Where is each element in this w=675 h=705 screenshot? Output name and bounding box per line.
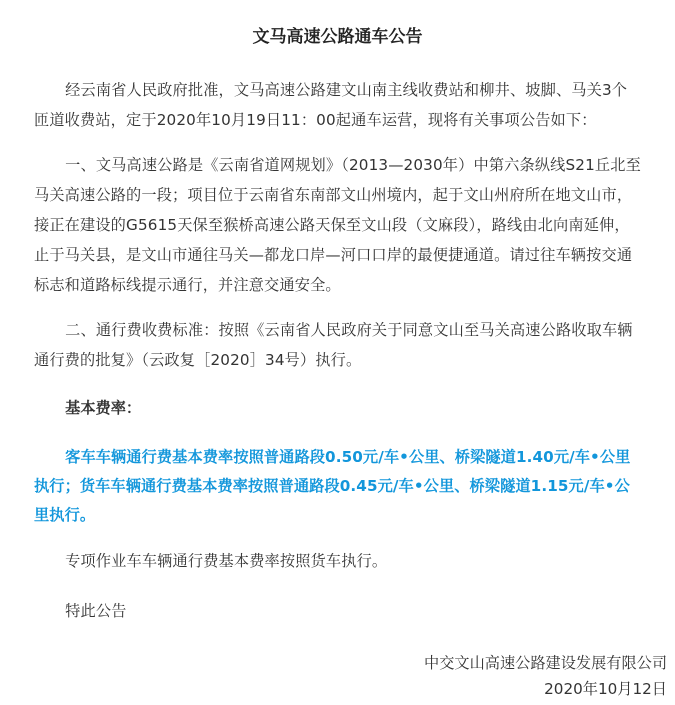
section-two-paragraph: 二、通行费收费标准：按照《云南省人民政府关于同意文山至马关高速公路收取车辆通行费的批复》（云政复［2020］34号）执行。 [34, 321, 633, 369]
fee-heading: 基本费率： [65, 399, 142, 417]
fee-rates-text: 客车车辆通行费基本费率按照普通路段0.50元/车•公里、桥梁隧道1.40元/车•公里执行；货车车辆通行费基本费率按照普通路段0.45元/车•公里、桥梁隧道1.15元/车•公里执行。 [34, 448, 631, 524]
page-title: 文马高速公路通车公告 [252, 27, 423, 47]
special-vehicle-note: 专项作业车车辆通行费基本费率按照货车执行。 [65, 552, 388, 570]
intro-paragraph: 经云南省人民政府批准，文马高速公路建文山南主线收费站和柳井、坡脚、马关3个匝道收费站，定于2020年10月19日11：00起通车运营，现将有关事项公告如下： [34, 81, 628, 129]
section-one-paragraph: 一、文马高速公路是《云南省道网规划》（2013—2030年）中第六条纵线S21丘北至马关高速公路的一段；项目位于云南省东南部文山州境内，起于文山州府所在地文山市，接正在建设的G5615天保至猴桥高速公路天保至文山段（文麻段），路线由北向南延伸，止于马关县，是文山市通往马关—都龙口岸—河口口岸的最便捷通道。请过往车辆按交通标志和道路标线提示通行，并注意交通安全。 [34, 156, 641, 294]
closing-line: 特此公告 [65, 602, 127, 620]
signature-date: 2020年10月12日 [544, 680, 667, 698]
signature-organization: 中交文山高速公路建设发展有限公司 [424, 654, 667, 672]
